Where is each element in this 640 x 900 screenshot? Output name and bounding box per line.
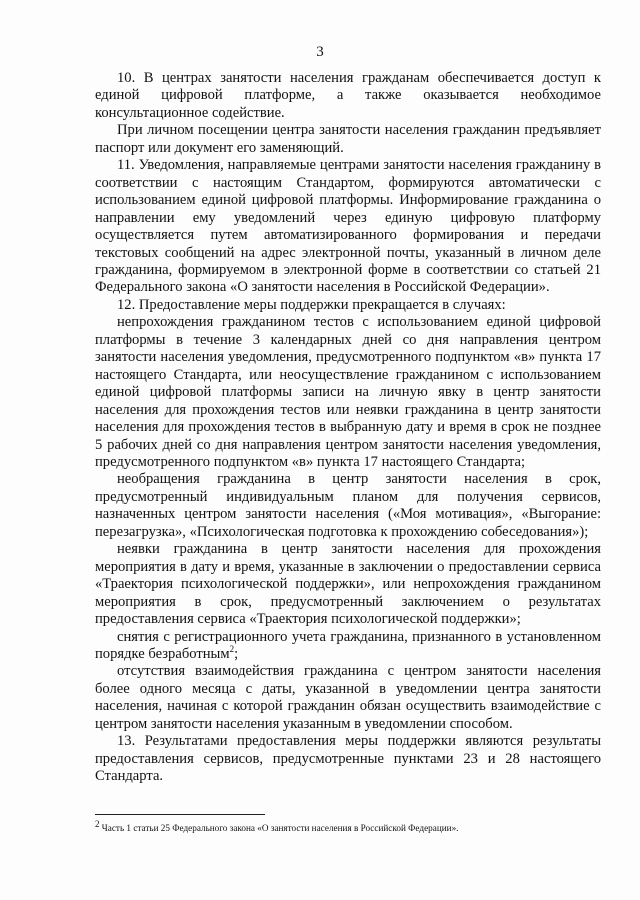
document-body bbox=[95, 70, 601, 786]
paragraph-13: 13. Результатами предоставления меры поддержки являются результаты предоставления сервисов, предусмотренные пунктами 23 и 28 настоящего Стандарта. bbox=[95, 733, 601, 785]
paragraph-passport: При личном посещении центра занятости населения гражданин предъявляет паспорт или документ его заменяющий. bbox=[95, 122, 601, 156]
footnote-reference-punct: ; bbox=[234, 645, 239, 662]
footnote bbox=[95, 818, 601, 834]
footnote-text: Часть 1 статьи 25 Федерального закона «О занятости населения в Российской Федерации». bbox=[99, 823, 459, 833]
paragraph-12-case-no-interaction: отсутствия взаимодействия гражданина с центром занятости населения более одного месяца с даты, указанной в уведомлении центра занятости населения, начиная с которой гражданин обязан осуществить взаимодействие с центром занятости населения указанным в уведомлении способом. bbox=[95, 663, 601, 732]
deregistration-text: снятия с регистрационного учета гражданина, признанного в установленном порядке безработным bbox=[95, 628, 601, 662]
footnote-reference[interactable]: 2 bbox=[229, 644, 235, 655]
paragraph-12: 12. Предоставление меры поддержки прекращается в случаях: bbox=[117, 296, 506, 313]
paragraph-12-case-trajectory: неявки гражданина в центр занятости населения для прохождения мероприятия в дату и время, указанные в заключении о предоставлении сервиса «Траектория психологической поддержки», или непрохождения гражданином мероприятия в срок, предусмотренный заключением о результатах предоставления сервиса «Траектория психологической поддержки»; bbox=[95, 541, 601, 628]
paragraph-12-case-deregistration bbox=[95, 629, 601, 664]
footnote-divider bbox=[95, 814, 265, 815]
paragraph-12-case-tests: непрохождения гражданином тестов с использованием единой цифровой платформы в течение 3 календарных дней со дня направления центром занятости населения уведомления, предусмотренного подпунктом «в» пункта 17 настоящего Стандарта, или неосуществление гражданином с использованием единой цифровой платформы записи на личную явку в центр занятости населения для прохождения тестов или неявки гражданина в центр занятости населения для прохождения тестов в выбранную дату и время в срок не позднее 5 рабочих дней со дня направления центром занятости населения уведомления, предусмотренного подпунктом «в» пункта 17 настоящего Стандарта; bbox=[95, 314, 601, 470]
page-number: 3 bbox=[316, 44, 324, 60]
paragraph-12-case-services: необращения гражданина в центр занятости населения в срок, предусмотренный индивидуальным планом для получения сервисов, назначенных центром занятости населения («Моя мотивация», «Выгорание: перезагрузка», «Психологическая подготовка к прохождению собеседования»); bbox=[95, 471, 601, 540]
footnote-marker: 2 bbox=[95, 818, 100, 829]
paragraph-11: 11. Уведомления, направляемые центрами занятости населения гражданину в соответствии с настоящим Стандартом, формируются автоматически с использованием единой цифровой платформы. Информирование гражданина о направлении ему уведомлений через единую цифровую платформу осуществляется путем автоматизированного формирования и передачи текстовых сообщений на адрес электронной почты, указанный в личном деле гражданина, формируемом в электронной форме в соответствии со статьей 21 Федерального закона «О занятости населения в Российской Федерации». bbox=[95, 157, 601, 296]
paragraph-10: 10. В центрах занятости населения гражданам обеспечивается доступ к единой цифровой платформе, а также оказывается необходимое консультационное содействие. bbox=[95, 70, 601, 121]
